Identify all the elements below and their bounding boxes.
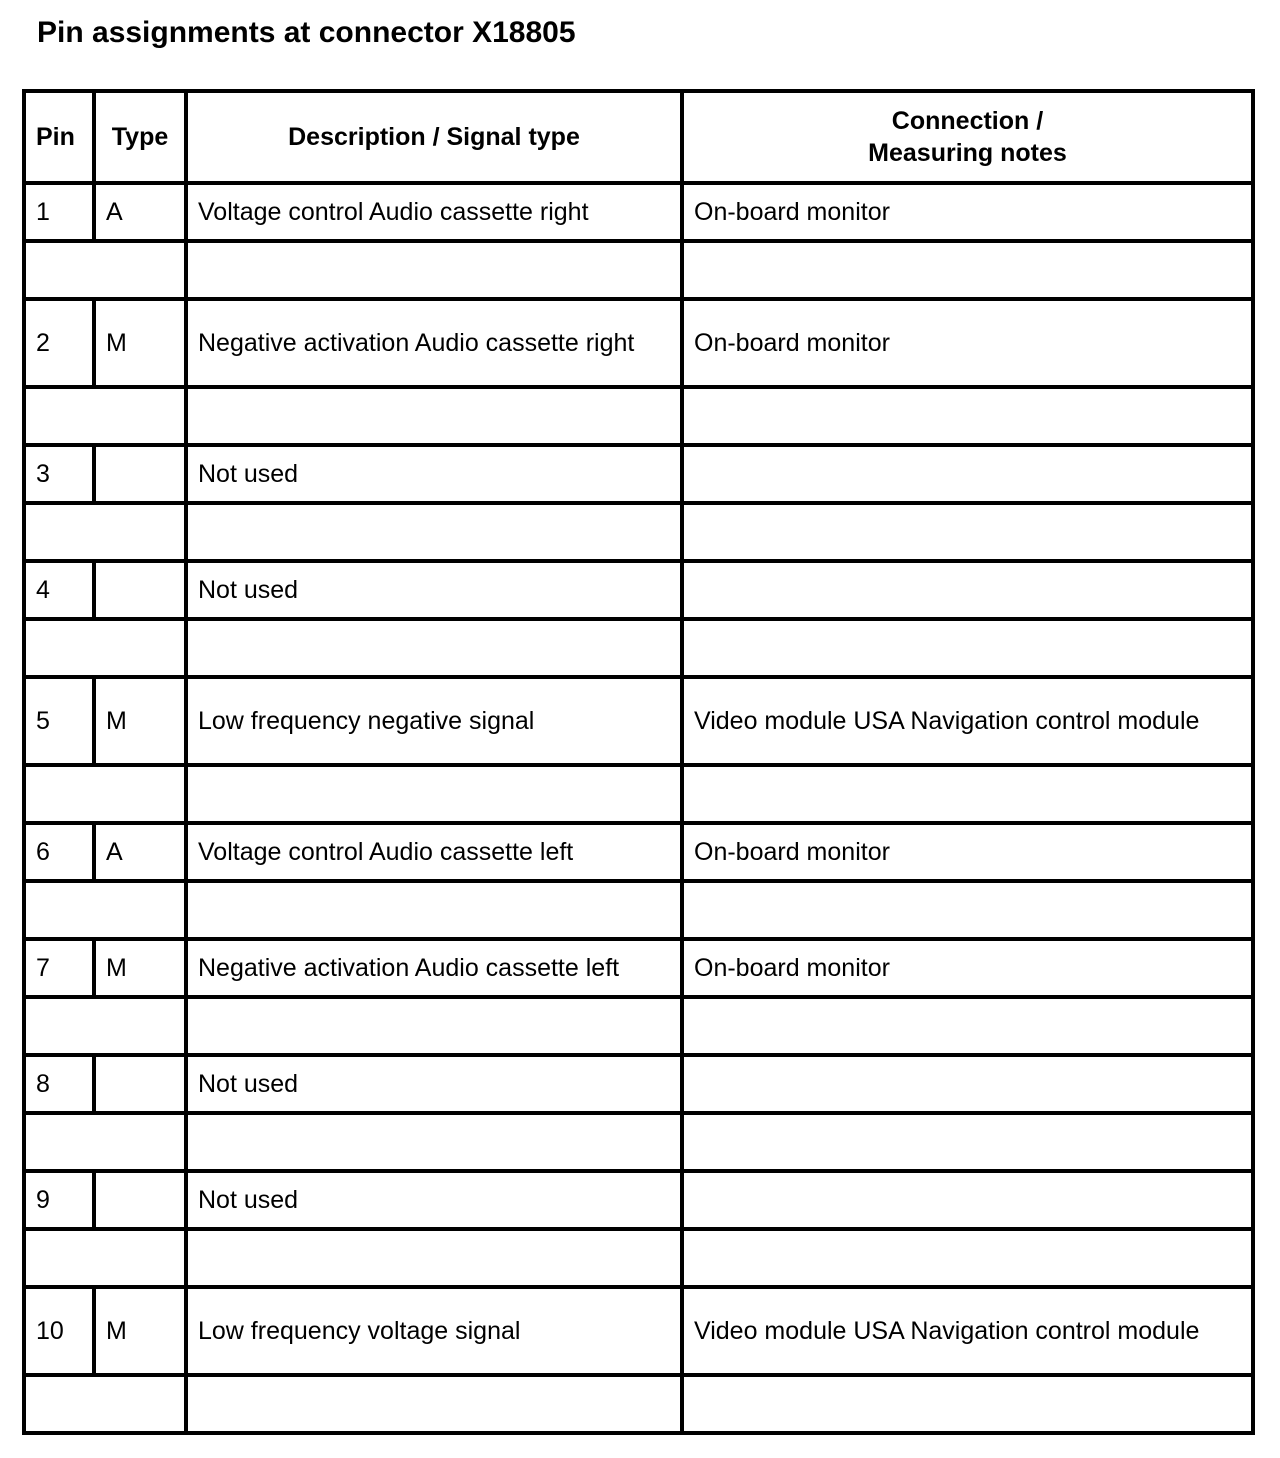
spacer-cell [24,1113,186,1171]
cell-description: Negative activation Audio cassette right [186,299,682,387]
spacer-cell [682,241,1253,299]
table-row [24,1287,1253,1375]
spacer-cell [682,387,1253,445]
header-description: Description / Signal type [186,91,682,183]
cell-type: A [94,823,186,881]
spacer-row [24,1229,1253,1287]
spacer-row [24,997,1253,1055]
cell-pin: 2 [24,299,94,387]
cell-connection: On-board monitor [682,299,1253,387]
cell-description: Not used [186,1171,682,1229]
cell-description: Voltage control Audio cassette right [186,183,682,241]
cell-pin: 5 [24,677,94,765]
cell-type [94,561,186,619]
spacer-cell [186,619,682,677]
cell-connection [682,1171,1253,1229]
table-row [24,1055,1253,1113]
spacer-cell [682,619,1253,677]
cell-type [94,1055,186,1113]
spacer-cell [186,1113,682,1171]
header-connection-line2: Measuring notes [868,139,1067,167]
cell-pin: 8 [24,1055,94,1113]
spacer-cell [186,1375,682,1433]
cell-type [94,1171,186,1229]
cell-type [94,445,186,503]
cell-connection: Video module USA Navigation control module [682,1287,1253,1375]
spacer-cell [24,997,186,1055]
spacer-cell [682,997,1253,1055]
spacer-cell [186,997,682,1055]
cell-pin: 10 [24,1287,94,1375]
spacer-row [24,241,1253,299]
table-row [24,1171,1253,1229]
spacer-row [24,619,1253,677]
cell-pin: 7 [24,939,94,997]
spacer-cell [186,765,682,823]
spacer-cell [682,1229,1253,1287]
cell-connection [682,1055,1253,1113]
cell-type: M [94,299,186,387]
cell-pin: 6 [24,823,94,881]
cell-pin: 3 [24,445,94,503]
table-row [24,677,1253,765]
cell-connection: Video module USA Navigation control module [682,677,1253,765]
cell-connection: On-board monitor [682,183,1253,241]
cell-pin: 9 [24,1171,94,1229]
cell-type: M [94,1287,186,1375]
spacer-row [24,1113,1253,1171]
spacer-cell [186,881,682,939]
pin-assignment-table [22,89,1255,1435]
header-pin: Pin [24,91,94,183]
header-connection-line1: Connection / [891,107,1044,135]
cell-type: A [94,183,186,241]
spacer-cell [24,1375,186,1433]
spacer-cell [24,241,186,299]
cell-description: Not used [186,445,682,503]
spacer-cell [24,619,186,677]
header-connection [682,91,1253,183]
cell-type: M [94,677,186,765]
spacer-cell [682,881,1253,939]
spacer-cell [186,1229,682,1287]
spacer-row [24,1375,1253,1433]
cell-description: Negative activation Audio cassette left [186,939,682,997]
cell-description: Not used [186,1055,682,1113]
cell-pin: 1 [24,183,94,241]
spacer-cell [682,765,1253,823]
table-row [24,299,1253,387]
spacer-row [24,765,1253,823]
cell-pin: 4 [24,561,94,619]
table-row [24,823,1253,881]
spacer-cell [186,387,682,445]
spacer-cell [682,503,1253,561]
spacer-cell [186,503,682,561]
table-row [24,561,1253,619]
spacer-row [24,503,1253,561]
cell-connection [682,561,1253,619]
cell-description: Voltage control Audio cassette left [186,823,682,881]
table-row [24,445,1253,503]
cell-connection [682,445,1253,503]
spacer-cell [24,503,186,561]
cell-description: Low frequency negative signal [186,677,682,765]
table-header-row [24,91,1253,183]
cell-description: Not used [186,561,682,619]
table-row [24,939,1253,997]
spacer-cell [24,1229,186,1287]
spacer-cell [24,387,186,445]
cell-description: Low frequency voltage signal [186,1287,682,1375]
cell-type: M [94,939,186,997]
spacer-row [24,387,1253,445]
spacer-cell [682,1375,1253,1433]
page-title: Pin assignments at connector X18805 [37,16,576,49]
spacer-cell [24,765,186,823]
cell-connection: On-board monitor [682,939,1253,997]
spacer-cell [24,881,186,939]
spacer-cell [682,1113,1253,1171]
table-row [24,183,1253,241]
cell-connection: On-board monitor [682,823,1253,881]
spacer-cell [186,241,682,299]
spacer-row [24,881,1253,939]
header-type: Type [94,91,186,183]
